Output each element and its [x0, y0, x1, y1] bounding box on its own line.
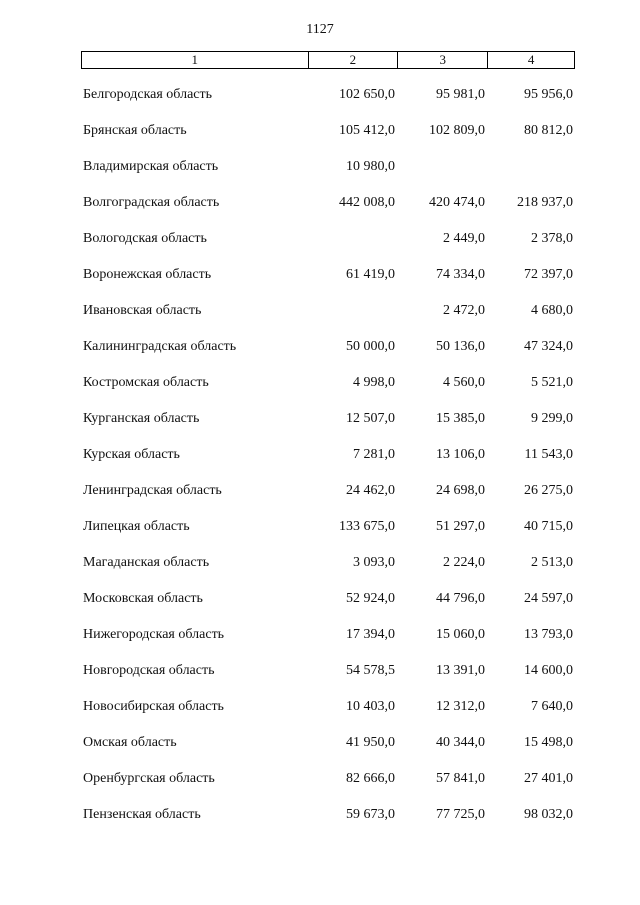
value-col-3: 420 474,0	[429, 195, 485, 210]
table-row	[81, 149, 575, 185]
region-name: Костромская область	[83, 375, 209, 390]
region-name: Волгоградская область	[83, 195, 220, 210]
value-col-2: 10 403,0	[346, 699, 395, 714]
value-col-4: 4 680,0	[531, 303, 573, 318]
value-col-4: 95 956,0	[524, 87, 573, 102]
table-row	[81, 581, 575, 617]
region-name: Новгородская область	[83, 663, 215, 678]
value-col-2: 17 394,0	[346, 627, 395, 642]
region-name: Омская область	[83, 735, 177, 750]
region-name: Брянская область	[83, 123, 187, 138]
column-header-1: 1	[82, 52, 309, 69]
column-header-4: 4	[488, 52, 575, 69]
value-col-2: 102 650,0	[339, 87, 395, 102]
table-row	[81, 797, 575, 833]
value-col-4: 80 812,0	[524, 123, 573, 138]
value-col-3: 13 391,0	[436, 663, 485, 678]
table-row	[81, 185, 575, 221]
value-col-2: 52 924,0	[346, 591, 395, 606]
value-col-4: 2 378,0	[531, 231, 573, 246]
region-name: Нижегородская область	[83, 627, 225, 642]
table-row	[81, 77, 575, 113]
table-row	[81, 761, 575, 797]
value-col-4: 218 937,0	[517, 195, 573, 210]
value-col-2: 7 281,0	[353, 447, 395, 462]
table-row	[81, 617, 575, 653]
value-col-2: 12 507,0	[346, 411, 395, 426]
region-name: Магаданская область	[83, 555, 210, 570]
value-col-3: 15 060,0	[436, 627, 485, 642]
column-header-table	[81, 51, 575, 69]
table-row	[81, 401, 575, 437]
table-row	[81, 257, 575, 293]
region-name: Ленинградская область	[83, 483, 222, 498]
value-col-2: 82 666,0	[346, 771, 395, 786]
table-row	[81, 221, 575, 257]
value-col-4: 2 513,0	[531, 555, 573, 570]
table-row	[81, 545, 575, 581]
value-col-3: 74 334,0	[436, 267, 485, 282]
value-col-3: 13 106,0	[436, 447, 485, 462]
value-col-3: 4 560,0	[443, 375, 485, 390]
value-col-3: 2 449,0	[443, 231, 485, 246]
table-row	[81, 509, 575, 545]
table-row	[81, 473, 575, 509]
value-col-3: 57 841,0	[436, 771, 485, 786]
table-row	[81, 113, 575, 149]
value-col-4: 40 715,0	[524, 519, 573, 534]
region-name: Пензенская область	[83, 807, 201, 822]
table-row	[81, 365, 575, 401]
value-col-2: 3 093,0	[353, 555, 395, 570]
table-row	[81, 437, 575, 473]
value-col-2: 54 578,5	[346, 663, 395, 678]
value-col-3: 102 809,0	[429, 123, 485, 138]
value-col-4: 98 032,0	[524, 807, 573, 822]
value-col-2: 4 998,0	[353, 375, 395, 390]
value-col-2: 59 673,0	[346, 807, 395, 822]
value-col-3: 2 224,0	[443, 555, 485, 570]
region-name: Ивановская область	[83, 303, 202, 318]
value-col-4: 26 275,0	[524, 483, 573, 498]
value-col-2: 442 008,0	[339, 195, 395, 210]
value-col-3: 40 344,0	[436, 735, 485, 750]
value-col-3: 12 312,0	[436, 699, 485, 714]
value-col-3: 2 472,0	[443, 303, 485, 318]
value-col-3: 44 796,0	[436, 591, 485, 606]
value-col-3: 15 385,0	[436, 411, 485, 426]
region-name: Калининградская область	[83, 339, 237, 354]
value-col-2: 50 000,0	[346, 339, 395, 354]
table-row	[81, 689, 575, 725]
column-header-3: 3	[398, 52, 488, 69]
column-header-row	[82, 52, 575, 69]
value-col-4: 47 324,0	[524, 339, 573, 354]
value-col-2: 105 412,0	[339, 123, 395, 138]
region-name: Курганская область	[83, 411, 200, 426]
table-row	[81, 293, 575, 329]
region-name: Липецкая область	[83, 519, 190, 534]
region-name: Курская область	[83, 447, 180, 462]
page-number: 1127	[306, 22, 334, 37]
region-name: Владимирская область	[83, 159, 219, 174]
region-name: Белгородская область	[83, 87, 213, 102]
region-name: Московская область	[83, 591, 203, 606]
value-col-4: 15 498,0	[524, 735, 573, 750]
value-col-4: 13 793,0	[524, 627, 573, 642]
value-col-3: 95 981,0	[436, 87, 485, 102]
value-col-4: 11 543,0	[524, 447, 573, 462]
value-col-3: 50 136,0	[436, 339, 485, 354]
value-col-3: 77 725,0	[436, 807, 485, 822]
value-col-4: 27 401,0	[524, 771, 573, 786]
value-col-2: 61 419,0	[346, 267, 395, 282]
region-name: Оренбургская область	[83, 771, 215, 786]
region-name: Вологодская область	[83, 231, 207, 246]
value-col-4: 7 640,0	[531, 699, 573, 714]
value-col-2: 10 980,0	[346, 159, 395, 174]
value-col-2: 41 950,0	[346, 735, 395, 750]
data-rows	[81, 77, 575, 833]
value-col-4: 14 600,0	[524, 663, 573, 678]
table-row	[81, 653, 575, 689]
region-name: Новосибирская область	[83, 699, 224, 714]
region-name: Воронежская область	[83, 267, 212, 282]
value-col-2: 133 675,0	[339, 519, 395, 534]
table-row	[81, 725, 575, 761]
column-header-2: 2	[308, 52, 398, 69]
value-col-4: 5 521,0	[531, 375, 573, 390]
value-col-4: 24 597,0	[524, 591, 573, 606]
value-col-3: 24 698,0	[436, 483, 485, 498]
value-col-3: 51 297,0	[436, 519, 485, 534]
value-col-2: 24 462,0	[346, 483, 395, 498]
table-row	[81, 329, 575, 365]
value-col-4: 9 299,0	[531, 411, 573, 426]
value-col-4: 72 397,0	[524, 267, 573, 282]
